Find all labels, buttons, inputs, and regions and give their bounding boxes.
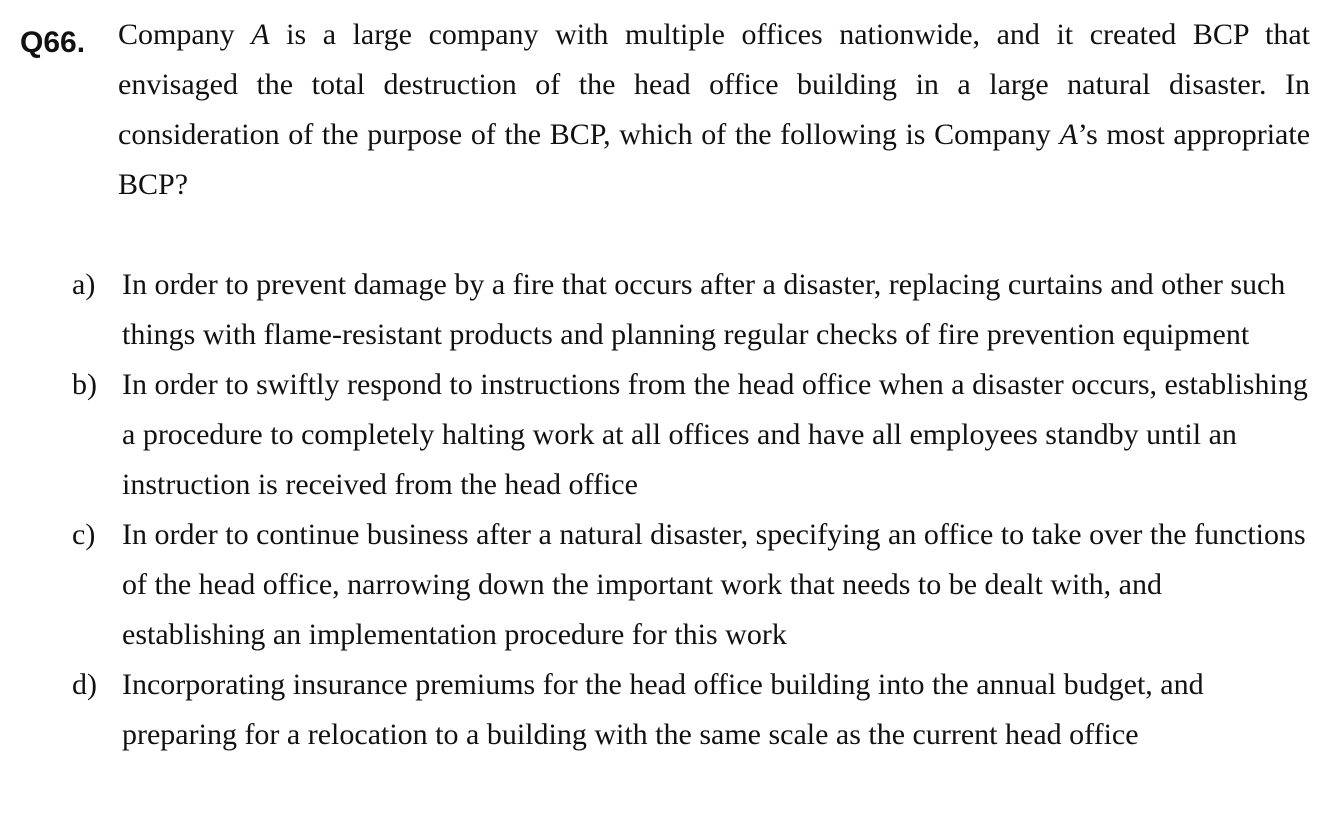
option-letter: d) [72, 668, 97, 701]
option-c[interactable] [0, 510, 1330, 660]
question-stem [118, 10, 1310, 210]
option-text: In order to swiftly respond to instructions from the head office when a disaster occurs, establishing a procedure to completely halting work at all offices and have all employees standby until an instruction is received from the head office [122, 368, 1308, 501]
option-letter: b) [72, 368, 97, 401]
option-letter: a) [72, 268, 96, 301]
option-text: Incorporating insurance premiums for the head office building into the annual budget, and preparing for a relocation to a building with the same scale as the current head office [122, 668, 1204, 751]
answer-options [0, 260, 1330, 760]
stem-text-1: Company [118, 18, 252, 51]
option-d[interactable] [0, 660, 1330, 760]
option-a[interactable] [0, 260, 1330, 360]
stem-company-variable-1: A [251, 18, 270, 51]
option-letter: c) [72, 518, 96, 551]
stem-text-3: ’s most appropriate BCP? [118, 118, 1311, 201]
option-b[interactable] [0, 360, 1330, 510]
option-text: In order to continue business after a natural disaster, specifying an office to take over the functions of the head office, narrowing down the important work that needs to be dealt with, and establishing an implementation procedure for this work [122, 518, 1306, 651]
question-number: Q66. [20, 26, 86, 59]
stem-text-2: is a large company with multiple offices nationwide, and it created BCP that envisaged the total destruction of the head office building in a large natural disaster. In consideration of the purpose of the BCP, which of the following is Company [118, 18, 1310, 151]
option-text: In order to prevent damage by a fire that occurs after a disaster, replacing curtains and other such things with flame-resistant products and planning regular checks of fire prevention equipment [122, 268, 1286, 351]
stem-company-variable-2: A [1059, 118, 1078, 151]
